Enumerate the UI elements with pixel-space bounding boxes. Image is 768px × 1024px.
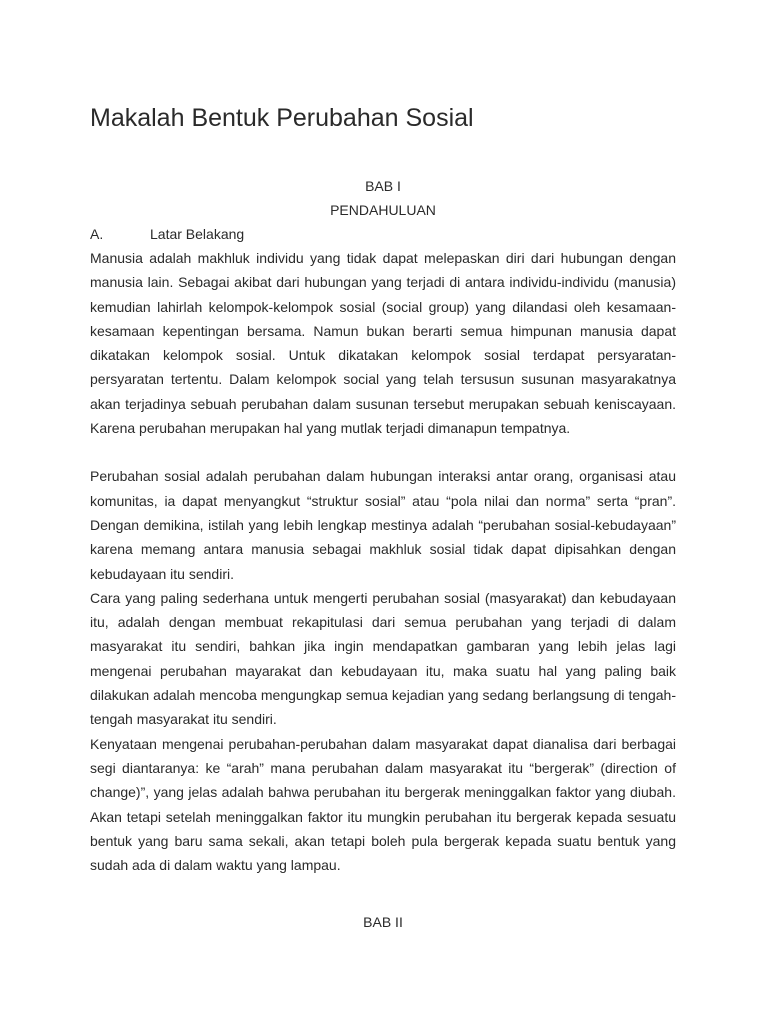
chapter-2-heading <box>90 910 676 934</box>
paragraph-3: Cara yang paling sederhana untuk mengerti perubahan sosial (masyarakat) dan kebudayaan itu, adalah dengan membuat rekapitulasi dari semua perubahan yang terjadi di dalam masyarakat itu sendiri, bahkan jika ingin mendapatkan gambaran yang lebih jelas lagi mengenai perubahan mayarakat dan kebudayaan itu, maka suatu hal yang paling baik dilakukan adalah mencoba mengungkap semua kejadian yang sedang berlangsung di tengah-tengah masyarakat itu sendiri. <box>90 589 676 728</box>
chapter-1-number: BAB I <box>365 178 401 194</box>
section-a-letter: A. <box>90 226 104 242</box>
paragraph-1: Manusia adalah makhluk individu yang tidak dapat melepaskan diri dari hubungan dengan manusia lain. Sebagai akibat dari hubungan yang terjadi di antara individu-individu (manusia) kemudian lahirlah kelompok-kelompok sosial (social group) yang dilandasi oleh kesamaan-kesamaan kepentingan bersama. Namun bukan berarti semua himpunan manusia dapat dikatakan kelompok sosial. Untuk dikatakan kelompok sosial terdapat persyaratan-persyaratan tertentu. Dalam kelompok social yang telah tersusun susunan masyarakatnya akan terjadinya sebuah perubahan dalam susunan tersebut merupakan sebuah keniscayaan. Karena perubahan merupakan hal yang mutlak terjadi dimanapun tempatnya. <box>90 250 676 437</box>
chapter-2-number: BAB II <box>363 914 403 930</box>
section-a-title: Latar Belakang <box>150 226 245 242</box>
chapter-1-heading <box>90 174 676 222</box>
section-a-heading <box>90 222 244 246</box>
chapter-1-name: PENDAHULUAN <box>330 202 436 218</box>
body-text <box>90 246 676 877</box>
paragraph-4: Kenyataan mengenai perubahan-perubahan dalam masyarakat dapat dianalisa dari berbagai segi diantaranya: ke “arah” mana perubahan dalam masyarakat itu “bergerak” (direction of change)”, yang jelas adalah bahwa perubahan itu bergerak meninggalkan faktor yang diubah. Akan tetapi setelah meninggalkan faktor itu mungkin perubahan itu bergerak kepada sesuatu bentuk yang baru sama sekali, akan tetapi boleh pula bergerak kepada suatu bentuk yang sudah ada di dalam waktu yang lampau. <box>90 735 676 874</box>
paragraph-2: Perubahan sosial adalah perubahan dalam hubungan interaksi antar orang, organisasi atau komunitas, ia dapat menyangkut “struktur sosial” atau “pola nilai dan norma” serta “pran”. Dengan demikina, istilah yang lebih lengkap mestinya adalah “perubahan sosial-kebudayaan” karena memang antara manusia sebagai makhluk sosial tidak dapat dipisahkan dengan kebudayaan itu sendiri. <box>90 468 676 582</box>
document-page <box>90 0 676 1024</box>
paragraph-spacer <box>90 440 676 464</box>
document-title: Makalah Bentuk Perubahan Sosial <box>90 104 474 132</box>
